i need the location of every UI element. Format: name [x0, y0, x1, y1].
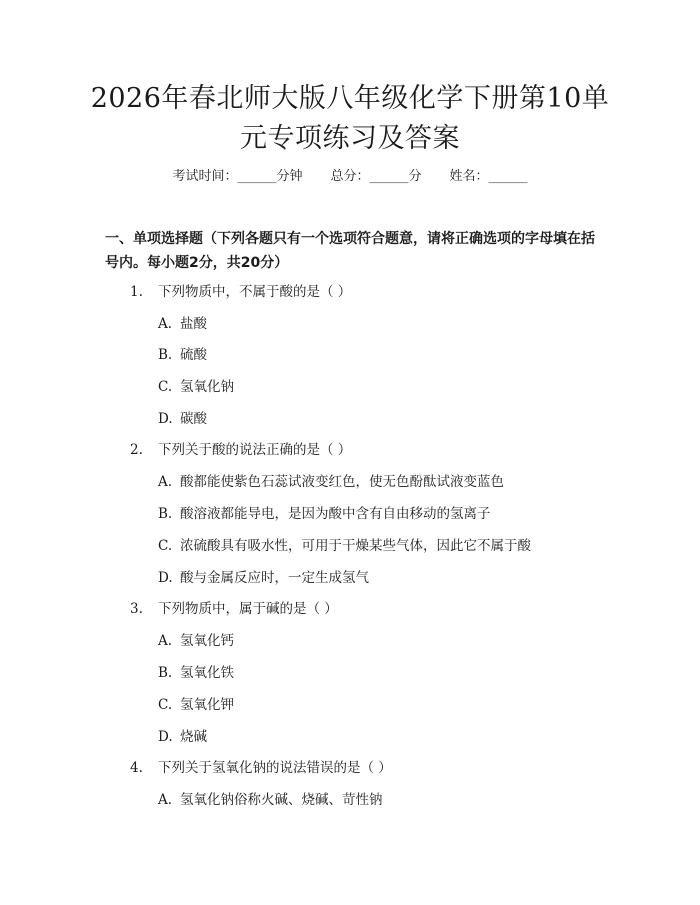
question-1-option-c	[158, 378, 234, 396]
option-letter: A.	[158, 316, 173, 332]
question-2-option-b	[158, 505, 491, 523]
option-text: 浓硫酸具有吸水性，可用于干燥某些气体，因此它不属于酸	[180, 538, 531, 554]
section-heading: 一、单项选择题（下列各题只有一个选项符合题意，请将正确选项的字母填在括号内。每小题2分，共20分）	[105, 231, 595, 271]
total-score-field: 总分：______分	[330, 169, 422, 184]
question-3	[130, 600, 338, 618]
option-text: 酸与金属反应时，一定生成氢气	[180, 570, 369, 586]
document-title-line-2: 元专项练习及答案	[240, 123, 460, 154]
question-4-option-a	[158, 791, 383, 809]
option-letter: C.	[158, 538, 173, 554]
question-1-option-a	[158, 315, 207, 333]
question-2	[130, 441, 351, 459]
option-letter: D.	[158, 729, 173, 745]
question-number: 3.	[130, 601, 143, 617]
option-text: 烧碱	[180, 729, 207, 745]
option-letter: A.	[158, 474, 173, 490]
option-letter: B.	[158, 347, 173, 363]
question-text: 下列关于氢氧化钠的说法错误的是（ ）	[158, 760, 392, 776]
question-1	[130, 283, 351, 301]
option-letter: B.	[158, 665, 173, 681]
question-4	[130, 759, 392, 777]
option-text: 氢氧化铁	[180, 665, 234, 681]
question-number: 4.	[130, 760, 143, 776]
option-letter: A.	[158, 633, 173, 649]
option-text: 氢氧化钠	[180, 379, 234, 395]
option-text: 盐酸	[180, 316, 207, 332]
option-text: 氢氧化钠俗称火碱、烧碱、苛性钠	[180, 792, 383, 808]
question-2-option-c	[158, 537, 531, 555]
question-1-option-d	[158, 410, 207, 428]
option-letter: C.	[158, 379, 173, 395]
option-text: 硫酸	[180, 347, 207, 363]
question-3-option-c	[158, 696, 234, 714]
question-1-option-b	[158, 346, 207, 364]
question-3-option-a	[158, 632, 234, 650]
option-text: 酸都能使紫色石蕊试液变红色，使无色酚酞试液变蓝色	[180, 474, 504, 490]
exam-info-row	[0, 168, 700, 186]
student-name-field: 姓名：______	[449, 169, 528, 184]
option-text: 氢氧化钙	[180, 633, 234, 649]
question-2-option-a	[158, 473, 504, 491]
question-text: 下列物质中，属于碱的是（ ）	[158, 601, 338, 617]
question-number: 2.	[130, 442, 143, 458]
question-3-option-d	[158, 728, 207, 746]
option-letter: C.	[158, 697, 173, 713]
question-3-option-b	[158, 664, 234, 682]
question-2-option-d	[158, 569, 369, 587]
option-letter: D.	[158, 570, 173, 586]
option-letter: B.	[158, 506, 173, 522]
question-text: 下列物质中，不属于酸的是（ ）	[158, 284, 352, 300]
option-text: 酸溶液都能导电，是因为酸中含有自由移动的氢离子	[180, 506, 491, 522]
option-letter: D.	[158, 411, 173, 427]
exam-time-field: 考试时间：______分钟	[172, 169, 303, 184]
option-text: 碳酸	[180, 411, 207, 427]
document-title-line-1: 2026年春北师大版八年级化学下册第10单	[90, 83, 610, 114]
question-text: 下列关于酸的说法正确的是（ ）	[158, 442, 352, 458]
option-text: 氢氧化钾	[180, 697, 234, 713]
question-number: 1.	[130, 284, 143, 300]
option-letter: A.	[158, 792, 173, 808]
